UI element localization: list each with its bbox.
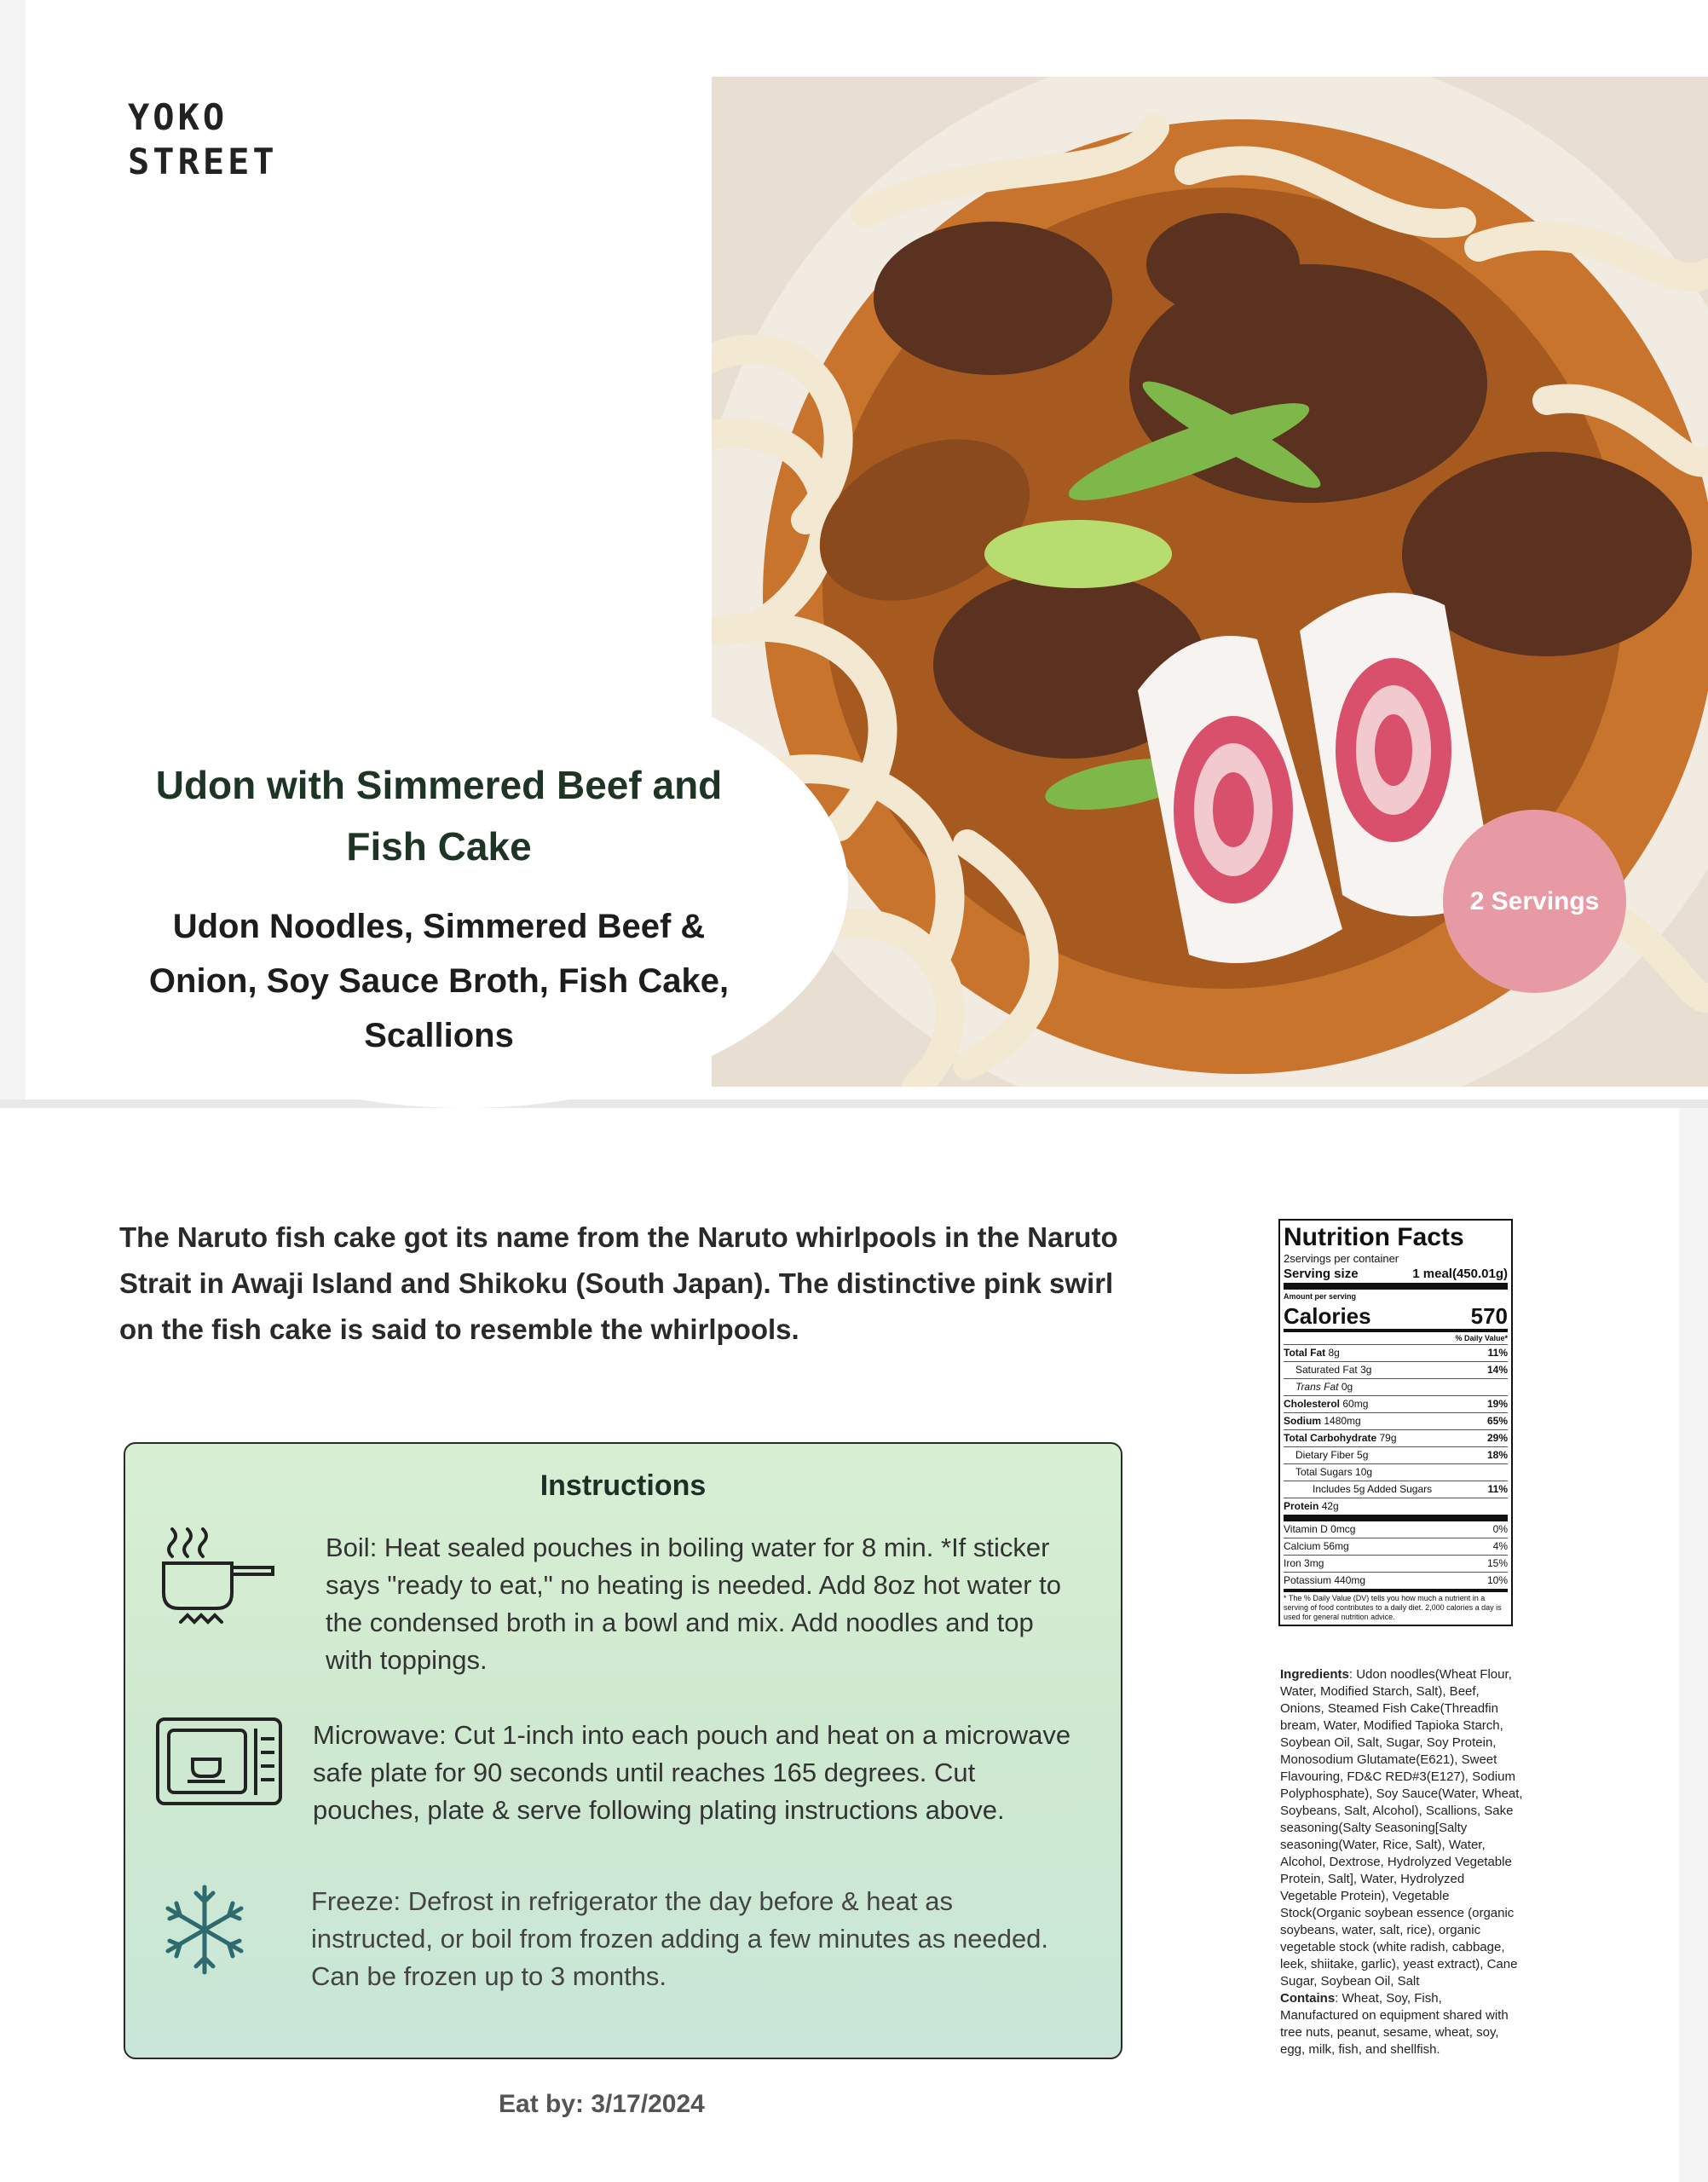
brand-line-1: YOKO [128, 96, 228, 138]
nutrition-footnote: * The % Daily Value (DV) tells you how much a nutrient in a serving of food contributes to a daily diet. 2,000 calories a day is used for general nutrition advice. [1284, 1589, 1508, 1622]
microwave-icon [155, 1717, 283, 1806]
nutrient-row: Saturated Fat 3g 14% [1284, 1361, 1508, 1378]
ingredients-list [1280, 1666, 1523, 2058]
nutrient-rows [1284, 1344, 1508, 1515]
snowflake-icon [158, 1883, 251, 1977]
instructions-box [124, 1442, 1122, 2059]
calories-row [1284, 1303, 1508, 1329]
product-title: Udon with Simmered Beef and Fish Cake [155, 763, 723, 869]
nutrient-row: Total Sugars 10g [1284, 1463, 1508, 1481]
nutrient-row: Protein 42g [1284, 1498, 1508, 1515]
vitamin-rows [1284, 1521, 1508, 1589]
nutrient-row: Dietary Fiber 5g 18% [1284, 1446, 1508, 1463]
product-subtitle: Udon Noodles, Simmered Beef & Onion, Soy Sauce Broth, Fish Cake, Scallions [148, 908, 730, 1054]
calories-value: 570 [1470, 1303, 1508, 1329]
dv-header: % Daily Value* [1455, 1334, 1508, 1342]
microwave-instructions: Microwave: Cut 1-inch into each pouch and heat on a microwave safe plate for 90 seconds until reaches 165 degrees. Cut pouches, plate & serve following plating instructions above. [313, 1720, 1071, 1825]
calories-label: Calories [1284, 1303, 1371, 1329]
nutrient-row: Sodium 1480mg 65% [1284, 1412, 1508, 1429]
ingredients-label: Ingredients [1280, 1667, 1349, 1682]
freeze-instructions: Freeze: Defrost in refrigerator the day before & heat as instructed, or boil from frozen adding a few minutes as needed. Can be frozen up to 3 months. [311, 1886, 1049, 1991]
serving-size-value: 1 meal(450.01g) [1412, 1267, 1508, 1281]
servings-badge: 2 Servings [1443, 810, 1626, 993]
nutrition-facts-panel [1278, 1219, 1513, 1626]
serving-size-row [1284, 1266, 1508, 1283]
ingredients-text: : Udon noodles(Wheat Flour, Water, Modified Starch, Salt), Beef, Onions, Steamed Fish Cake(Threadfin bream, Water, Modified Tapioka Starch, Soybean Oil, Salt, Sugar, Soy Protein, Monosodium Glutamate(E621), Sweet Flavouring, FD&C RED#3(E127), Sodium Polyphosphate), Soy Sauce(Water, Wheat, Soybeans, Salt, Alcohol), Scallions, Sake seasoning(Salty Seasoning[Salty seasoning(Water, Rice, Salt), Water, Alcohol, Dextrose, Hydrolyzed Vegetable Protein, Salt], Water, Hydrolyzed Vegetable Protein), Vegetable Stock(Organic soybean essence (organic soybeans, water, salt, rice), organic vegetable stock (white radish, cabbage, leek, shiitake, garlic), yeast extract), Cane Sugar, Soybean Oil, Salt [1280, 1667, 1523, 1989]
amount-per-serving: Amount per serving [1284, 1292, 1357, 1301]
vitamin-row: Vitamin D 0mcg 0% [1284, 1523, 1508, 1535]
nutrient-row: Cholesterol 60mg 19% [1284, 1395, 1508, 1412]
boil-instructions: Boil: Heat sealed pouches in boiling water for 8 min. *If sticker says "ready to eat," no heating is needed. Add 8oz hot water to the condensed broth in a bowl and mix. Add noodles and top with toppings. [326, 1533, 1062, 1675]
instructions-title: Instructions [540, 1469, 707, 1502]
naruto-fact: The Naruto fish cake got its name from the Naruto whirlpools in the Naruto Strait in Awaji Island and Shikoku (South Japan). The distinctive pink swirl on the fish cake is said to resemble the whirlpools. [119, 1221, 1118, 1345]
brand-logo [128, 95, 278, 184]
serving-size-label: Serving size [1284, 1267, 1359, 1281]
nutrition-title: Nutrition Facts [1284, 1223, 1464, 1251]
nutrient-row: Total Fat 8g 11% [1284, 1344, 1508, 1361]
servings-per-container: 2servings per container [1284, 1252, 1399, 1265]
eat-by-date: Eat by: 3/17/2024 [499, 2090, 705, 2118]
nutrient-row: Includes 5g Added Sugars 11% [1284, 1481, 1508, 1498]
nutrient-row: Trans Fat 0g [1284, 1378, 1508, 1395]
vitamin-row: Calcium 56mg 4% [1284, 1538, 1508, 1555]
nutrient-row: Total Carbohydrate 79g 29% [1284, 1429, 1508, 1446]
brand-line-2: STREET [128, 141, 278, 182]
contains-text: : Wheat, Soy, Fish, Manufactured on equipment shared with tree nuts, peanut, sesame, wheat, soy, egg, milk, fish, and shellfish. [1280, 1991, 1509, 2057]
contains-label: Contains [1280, 1991, 1336, 2006]
vitamin-row: Potassium 440mg 10% [1284, 1572, 1508, 1589]
vitamin-row: Iron 3mg 15% [1284, 1555, 1508, 1572]
boiling-pot-icon [155, 1525, 274, 1631]
fold-divider [0, 1100, 1708, 1108]
